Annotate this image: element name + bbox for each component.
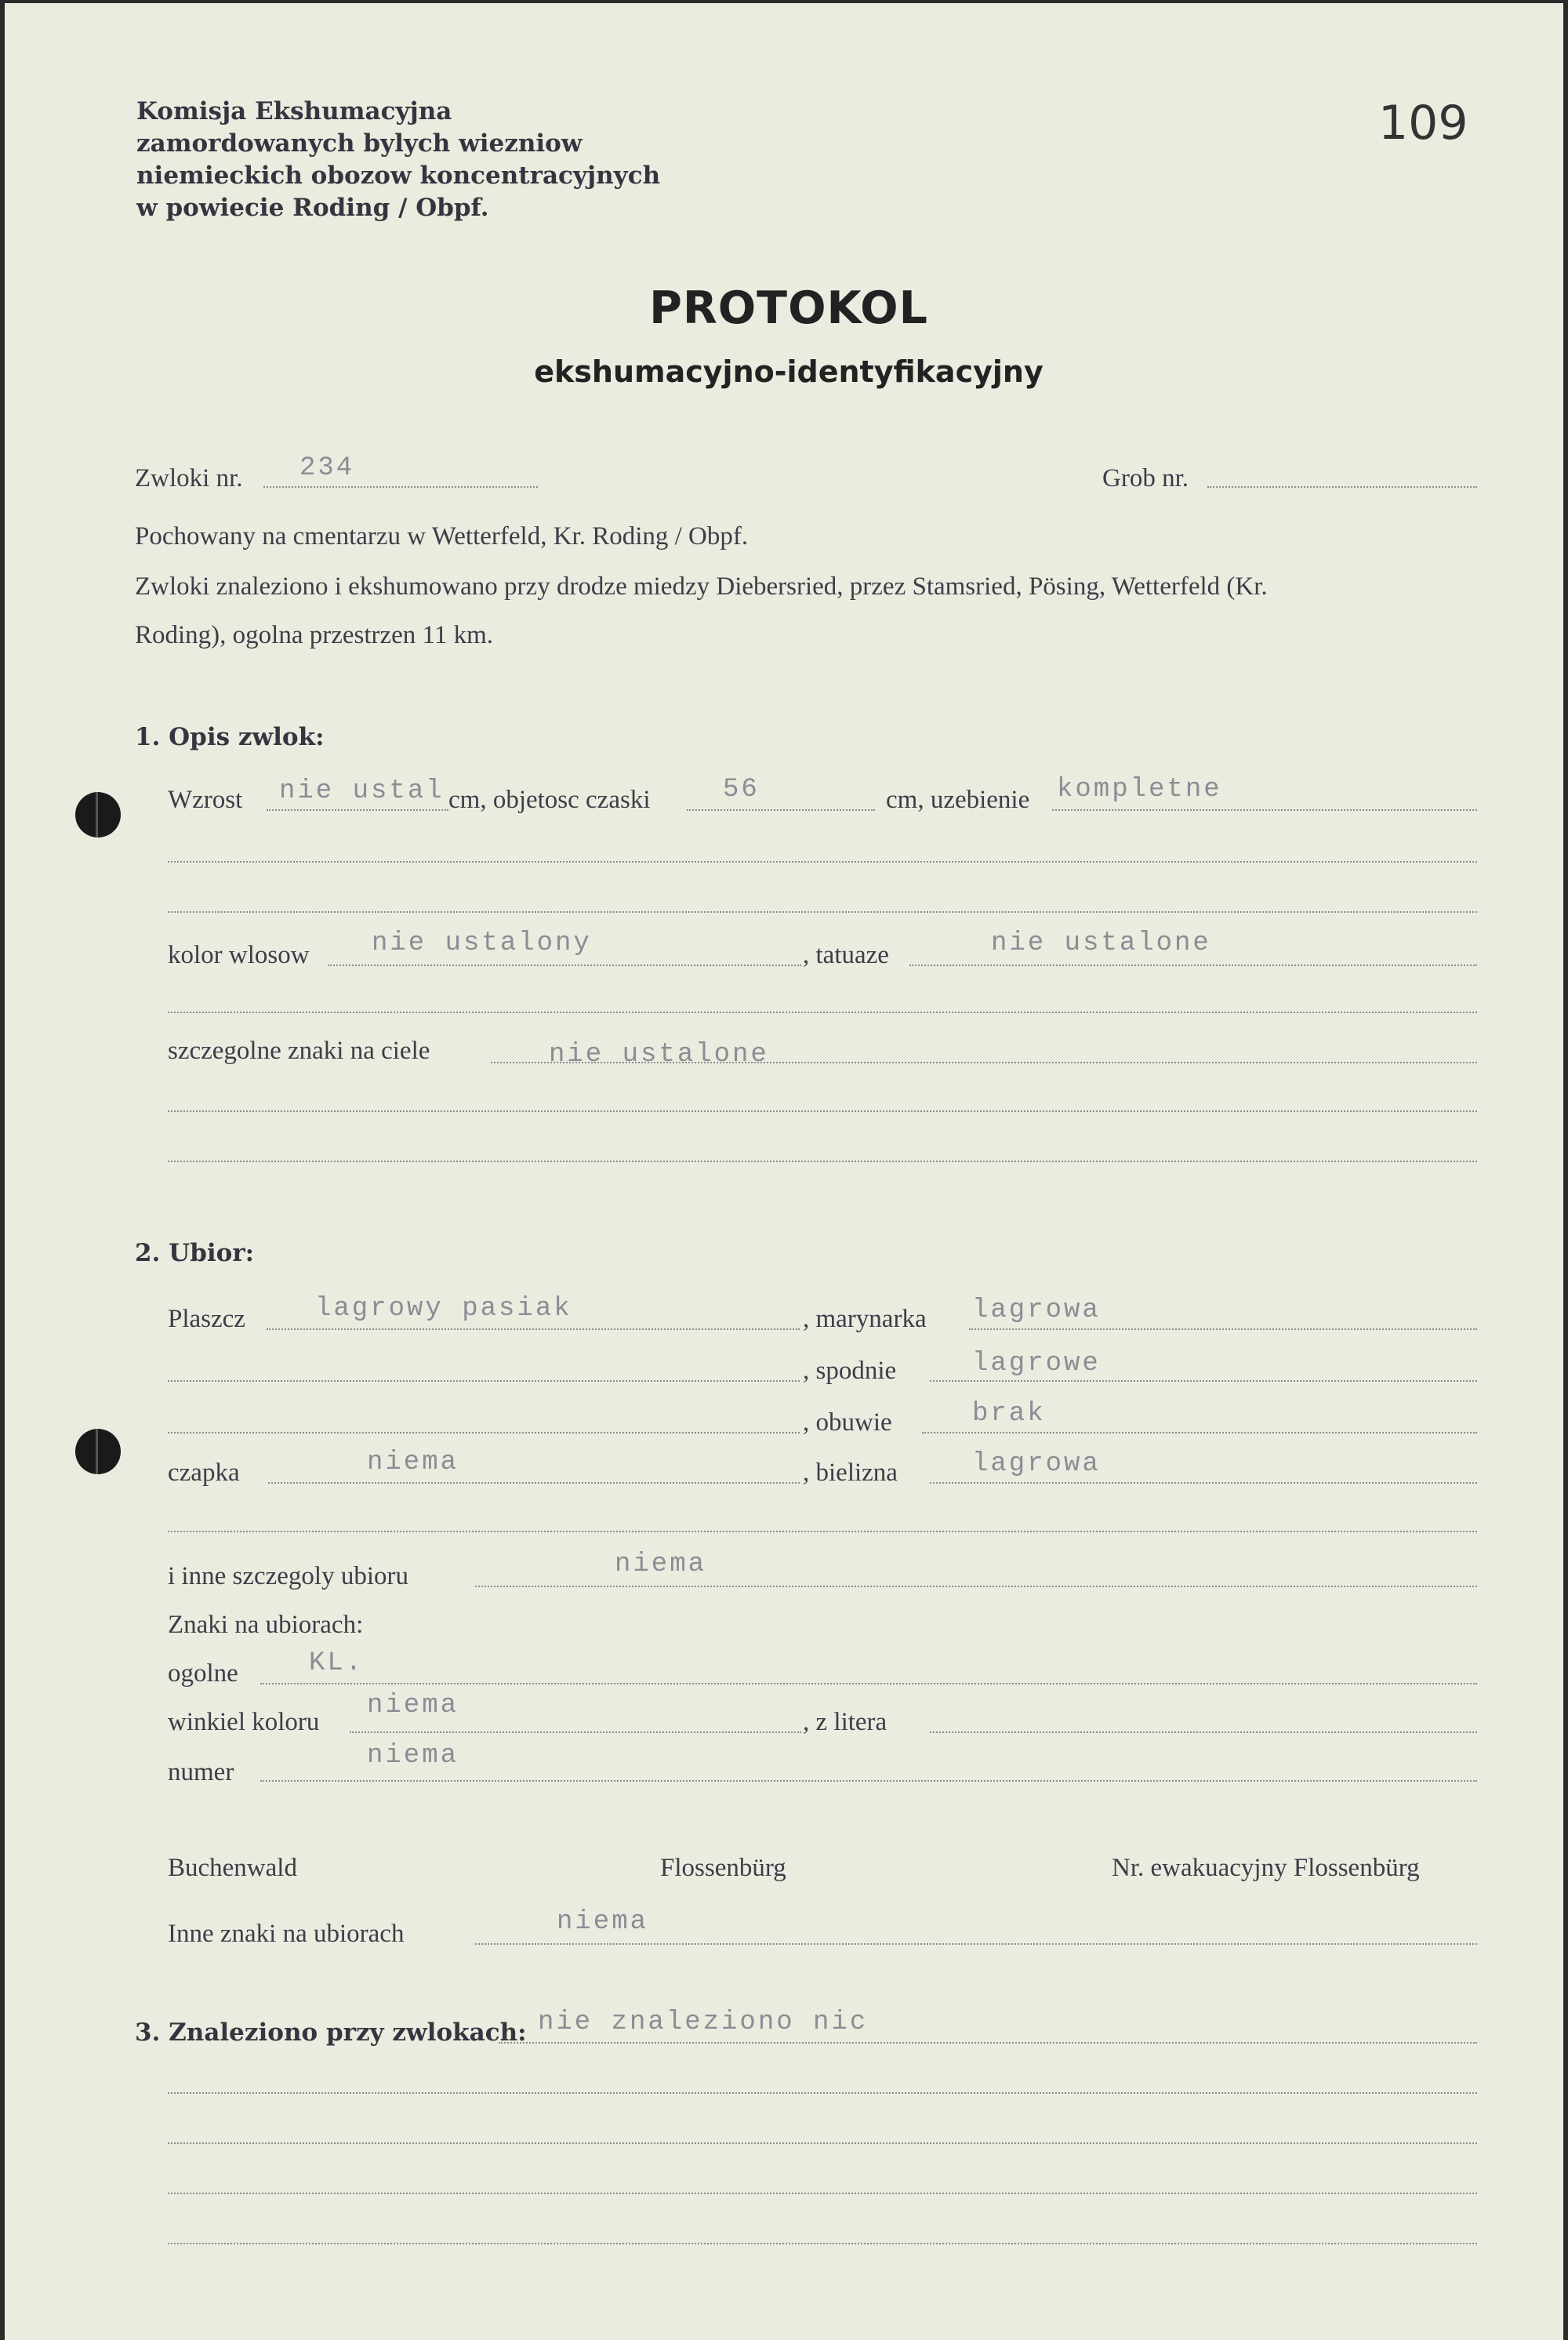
spodnie-label: , spodnie [803, 1357, 897, 1385]
section-3-value: nie znaleziono nic [538, 2008, 869, 2037]
ogolne-line [260, 1683, 1477, 1684]
czaski-value: 56 [723, 775, 760, 805]
obuwie-line [922, 1432, 1477, 1433]
uzebienie-line [1052, 809, 1477, 811]
plaszcz-line [267, 1328, 800, 1330]
header-line-3: niemieckich obozow koncentracyjnych [136, 162, 661, 190]
tatuaze-line [909, 965, 1477, 966]
plaszcz-value: lagrowy pasiak [315, 1294, 572, 1324]
bielizna-label: , bielizna [803, 1459, 898, 1487]
litera-label: , z litera [803, 1708, 887, 1736]
grob-line [1207, 486, 1477, 488]
wzrost-line [267, 809, 448, 811]
buchenwald-label: Buchenwald [168, 1854, 297, 1882]
znaki-value: nie ustalone [549, 1040, 769, 1070]
blank-line [168, 2142, 1477, 2144]
section-3-heading: 3. Znaleziono przy zwlokach: [135, 2018, 527, 2047]
inne-szczegoly-label: i inne szczegoly ubioru [168, 1562, 408, 1590]
uzebienie-value: kompletne [1057, 775, 1222, 805]
czapka-line [268, 1482, 800, 1484]
bielizna-line [930, 1482, 1477, 1484]
numer-line [260, 1780, 1477, 1782]
zwloki-label: Zwloki nr. [135, 464, 243, 492]
commission-header [136, 96, 660, 224]
blank-line [168, 1432, 800, 1433]
inne-znaki-label: Inne znaki na ubiorach [168, 1920, 405, 1948]
zwloki-value: 234 [299, 453, 355, 483]
intro-line-1: Pochowany na cmentarzu w Wetterfeld, Kr. Roding / Obpf. [135, 522, 749, 550]
inne-szczegoly-value: niema [615, 1550, 707, 1579]
nr-ewakuacyjny-label: Nr. ewakuacyjny Flossenbürg [1112, 1854, 1420, 1882]
czaski-label: cm, objetosc czaski [448, 786, 651, 814]
znaki-label: szczegolne znaki na ciele [168, 1037, 430, 1065]
znaki-na-ubiorach-label: Znaki na ubiorach: [168, 1611, 364, 1639]
spodnie-value: lagrowe [972, 1349, 1101, 1379]
header-line-4: w powiecie Roding / Obpf. [136, 194, 489, 222]
section-2-heading: 2. Ubior: [135, 1239, 255, 1267]
bielizna-value: lagrowa [972, 1449, 1101, 1479]
kolor-line [328, 965, 801, 966]
blank-line [168, 911, 1477, 913]
document-title: PROTOKOL [649, 282, 928, 334]
marynarka-line [969, 1328, 1477, 1330]
inne-szczegoly-line [475, 1586, 1477, 1587]
czapka-value: niema [367, 1448, 459, 1477]
plaszcz-label: Plaszcz [168, 1305, 245, 1333]
winkiel-value: niema [367, 1691, 459, 1720]
blank-line [168, 1012, 1477, 1013]
inne-znaki-value: niema [557, 1907, 649, 1937]
blank-line [168, 2193, 1477, 2194]
punch-hole-bottom [75, 1429, 121, 1474]
marynarka-label: , marynarka [803, 1305, 927, 1333]
grob-label: Grob nr. [1102, 464, 1189, 492]
kolor-value: nie ustalony [372, 928, 592, 958]
blank-line [168, 861, 1477, 863]
uzebienie-label: cm, uzebienie [886, 786, 1030, 814]
blank-line [168, 1531, 1477, 1532]
kolor-label: kolor wlosow [168, 941, 310, 969]
section-3-line [499, 2042, 1477, 2044]
section-1-heading: 1. Opis zwlok: [135, 723, 325, 751]
czapka-label: czapka [168, 1459, 240, 1487]
blank-line [168, 2243, 1477, 2244]
tatuaze-label: , tatuaze [803, 941, 889, 969]
ogolne-value: KL. [309, 1648, 365, 1678]
flossenburg-label: Flossenbürg [660, 1854, 786, 1882]
wzrost-label: Wzrost [168, 786, 243, 814]
tatuaze-value: nie ustalone [991, 928, 1211, 958]
obuwie-value: brak [972, 1399, 1046, 1429]
winkiel-label: winkiel koloru [168, 1708, 320, 1736]
blank-line [168, 1110, 1477, 1112]
numer-label: numer [168, 1758, 234, 1786]
blank-line [168, 1161, 1477, 1162]
winkiel-line [350, 1731, 801, 1733]
ogolne-label: ogolne [168, 1659, 238, 1688]
czaski-line [687, 809, 875, 811]
document-subtitle: ekshumacyjno-identyfikacyjny [534, 354, 1044, 389]
spodnie-line [930, 1380, 1477, 1382]
blank-line [168, 1380, 800, 1382]
zwloki-line [263, 486, 538, 488]
wzrost-value: nie ustal [279, 776, 445, 806]
inne-znaki-line [475, 1943, 1477, 1945]
header-line-2: zamordowanych bylych wiezniow [136, 129, 583, 158]
intro-line-3: Roding), ogolna przestrzen 11 km. [135, 621, 494, 649]
numer-value: niema [367, 1741, 459, 1771]
obuwie-label: , obuwie [803, 1408, 892, 1437]
header-line-1: Komisja Ekshumacyjna [136, 97, 452, 125]
intro-line-2: Zwloki znaleziono i ekshumowano przy drodze miedzy Diebersried, przez Stamsried, Pösing, Wetterfeld (Kr. [135, 572, 1268, 601]
punch-hole-top [75, 792, 121, 838]
page-number: 109 [1378, 96, 1468, 151]
litera-line [930, 1731, 1477, 1733]
blank-line [168, 2092, 1477, 2094]
marynarka-value: lagrowa [972, 1295, 1101, 1325]
